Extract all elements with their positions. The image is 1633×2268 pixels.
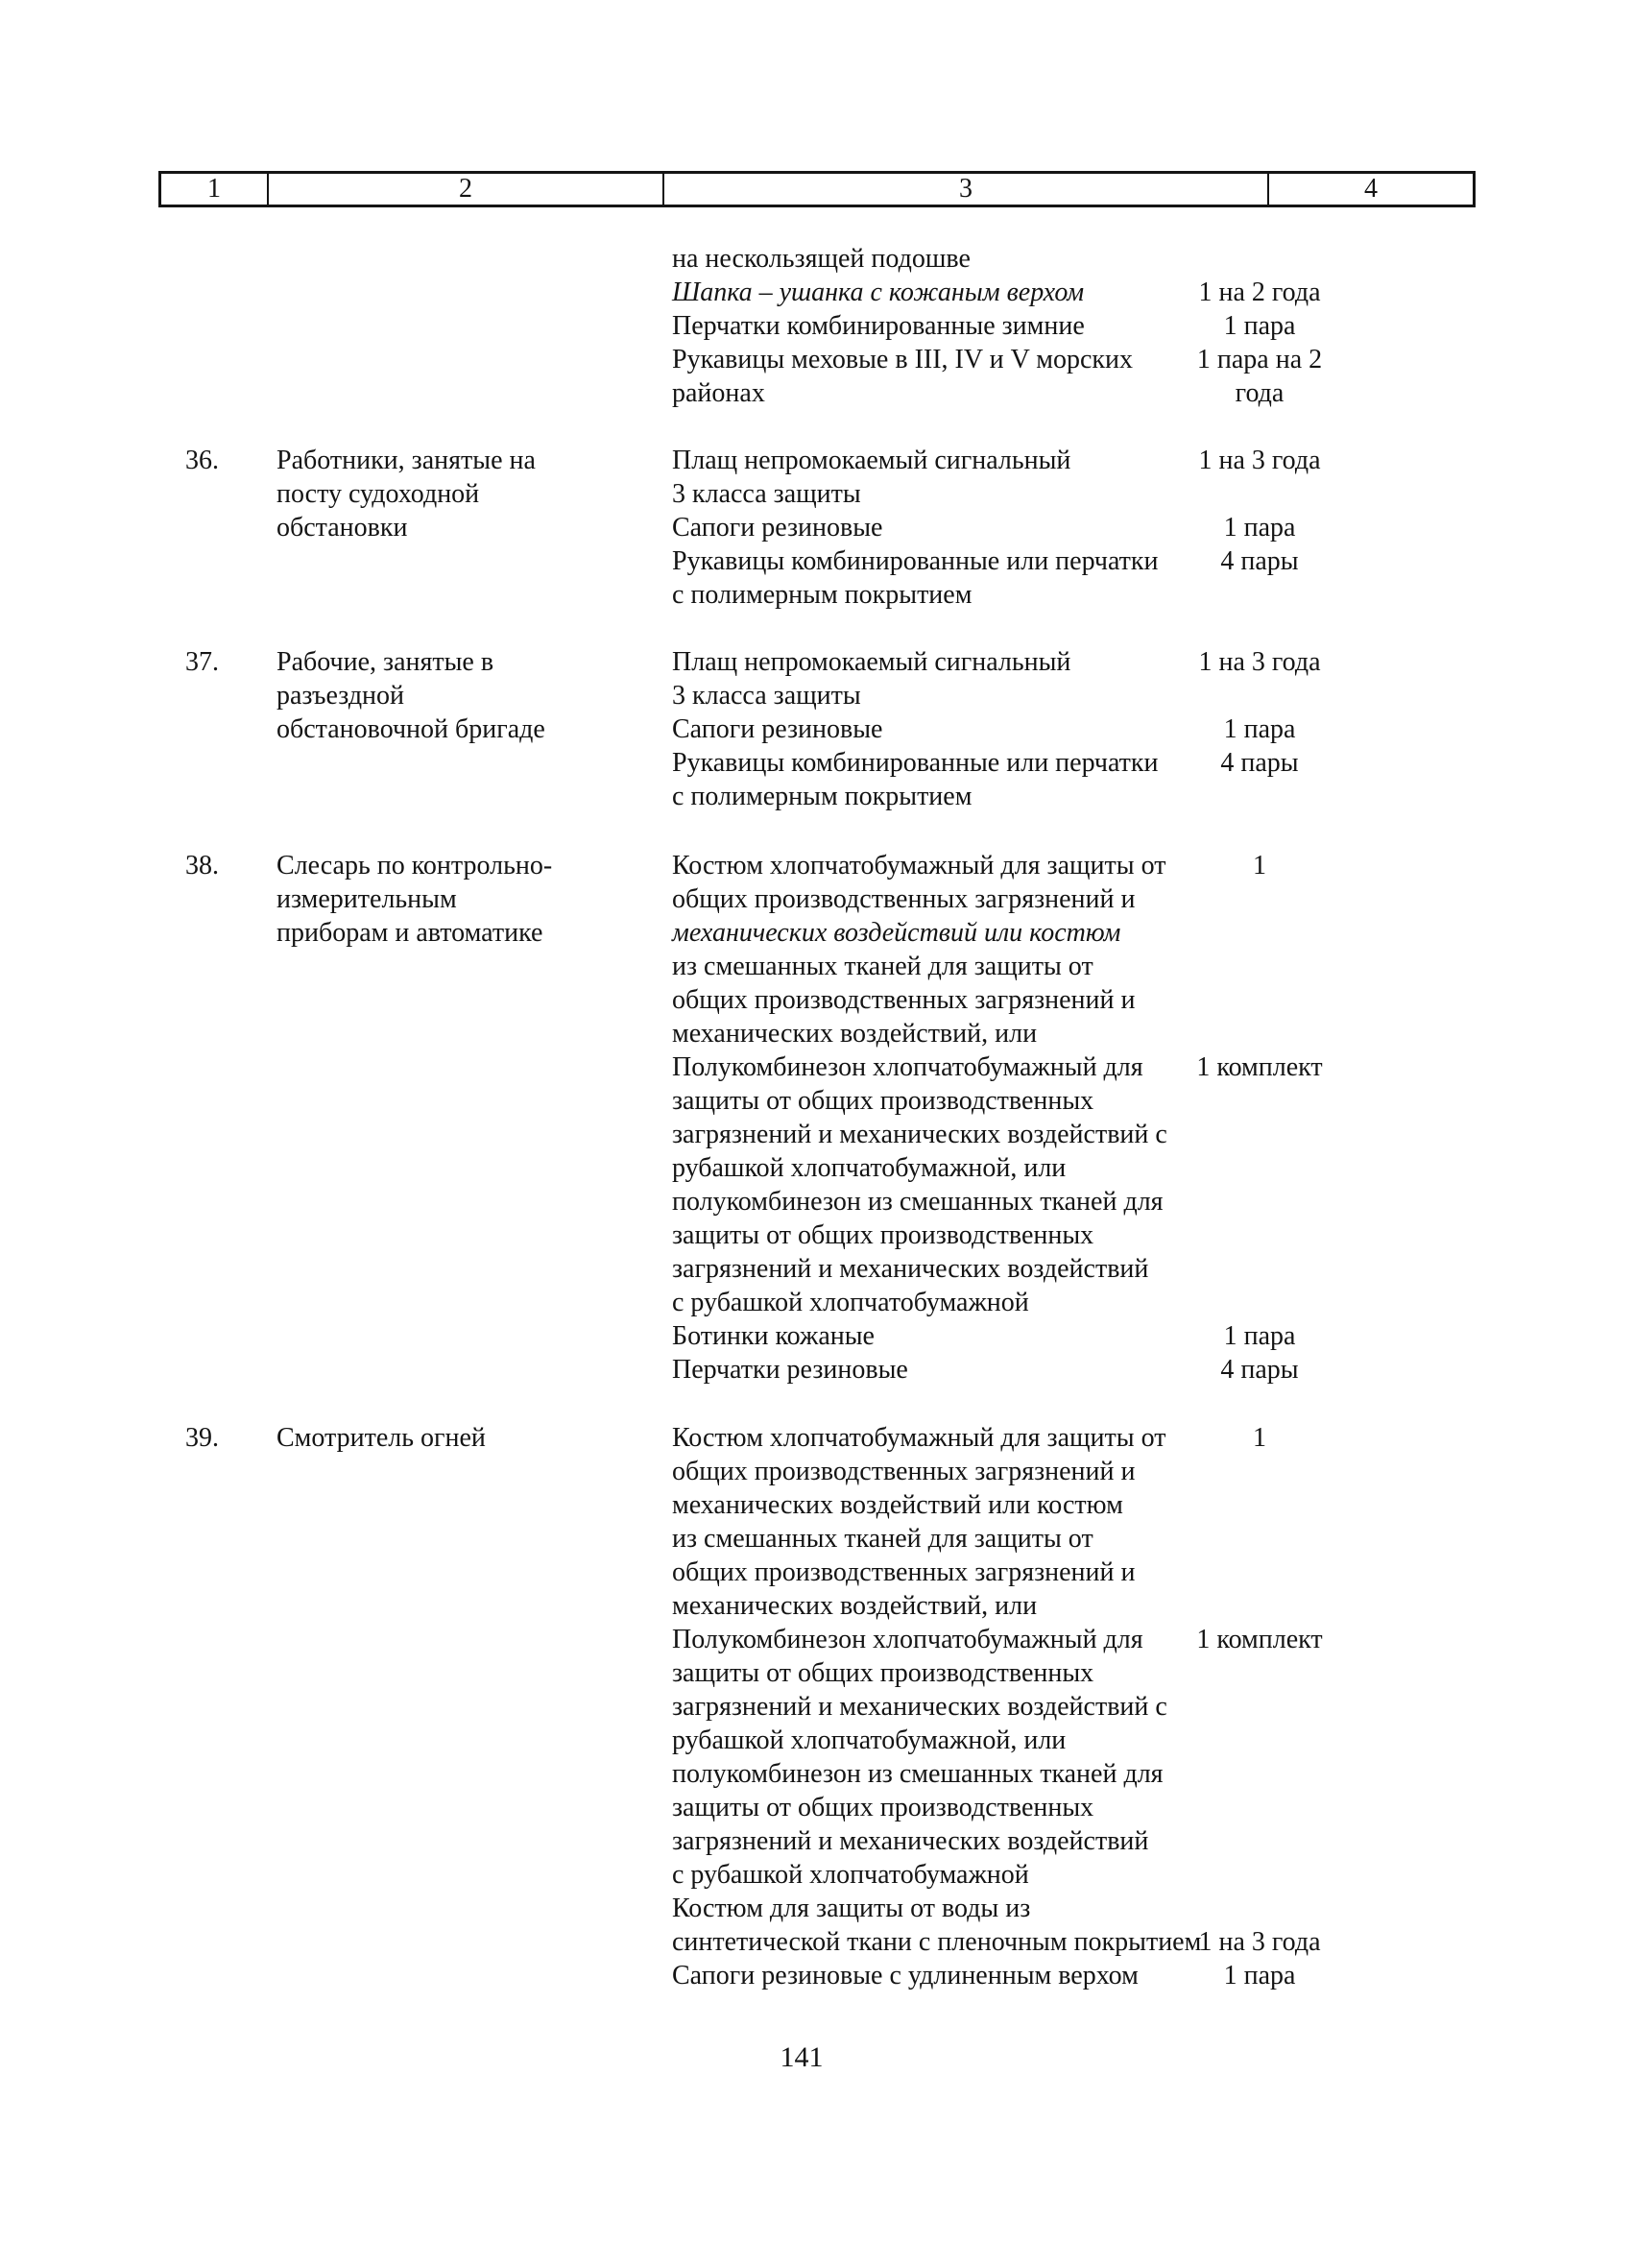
item-qty: 4 пары [1220,546,1299,576]
item-text: общих производственных загрязнений и [672,884,1136,914]
item-text: Полукомбинезон хлопчатобумажный для [672,1052,1143,1082]
item-qty: 1 пара [1223,513,1296,543]
profession [276,1421,593,1455]
item-line [672,1757,1306,1791]
item-text: Костюм для защиты от воды из [672,1894,1031,1923]
item-text: общих производственных загрязнений и [672,1557,1136,1587]
item-qty: 1 [1253,1423,1266,1453]
item-line [672,343,1323,376]
item-line [672,1522,1306,1556]
item-line [672,1353,1306,1387]
item-text: с полимерным покрытием [672,580,973,610]
item-text: с рубашкой хлопчатобумажной [672,1288,1029,1317]
item-text: Костюм хлопчатобумажный для защиты от [672,851,1166,881]
item-line [672,544,1306,578]
item-line [672,1218,1306,1252]
item-line [672,712,1306,746]
item-line [672,1623,1323,1656]
item-qty: 4 пары [1220,1355,1299,1385]
item-line [672,1791,1306,1824]
row-number: 37. [185,647,219,677]
profession-line: обстановки [276,513,408,543]
item-qty: 1 на 2 года [1198,277,1321,307]
item-qty: 1 на 3 года [1198,1927,1321,1957]
item-qty: 1 пара на 2 [1196,345,1323,374]
item-line [672,780,1306,813]
item-line [672,1017,1306,1050]
item-text: механических воздействий или костюм [672,1490,1123,1520]
profession-line: приборам и автоматике [276,918,543,948]
item-text: Ботинки кожаные [672,1321,875,1351]
item-line [672,444,1321,477]
item-line [672,309,1306,343]
item-qty: 1 пара [1223,311,1296,341]
item-line [672,1455,1306,1488]
item-line [672,1556,1306,1589]
profession-line: Работники, занятые на [276,446,536,475]
item-text: Костюм хлопчатобумажный для защиты от [672,1423,1166,1453]
item-text: Полукомбинезон хлопчатобумажный для [672,1625,1143,1654]
header-col-2: 2 [269,174,664,205]
item-line [672,1185,1306,1218]
item-text: защиты от общих производственных [672,1086,1094,1116]
item-text: общих производственных загрязнений и [672,985,1136,1015]
item-text: Рукавицы комбинированные или перчатки [672,748,1159,778]
item-qty: 1 пара [1223,714,1296,744]
item-text: синтетической ткани с пленочным покрытием [672,1927,1202,1957]
item-qty: 1 комплект [1196,1625,1323,1654]
profession-line: посту судоходной [276,479,480,509]
page-number-text: 141 [780,2041,824,2073]
item-text: Плащ непромокаемый сигнальный [672,647,1071,677]
item-text: загрязнений и механических воздействий с [672,1692,1167,1722]
item-qty: 1 пара [1223,1961,1296,1991]
header-col-4: 4 [1364,174,1378,204]
item-text: Рукавицы комбинированные или перчатки [672,546,1159,576]
item-qty: 1 пара [1223,1321,1296,1351]
item-line [672,1319,1306,1353]
item-line [672,376,1306,410]
profession-line: Слесарь по контрольно- [276,851,553,881]
item-line [672,578,1306,612]
item-text: Шапка – ушанка с кожаным верхом [672,277,1085,307]
item-text: Рукавицы меховые в III, IV и V морских [672,345,1134,374]
item-line [672,1151,1306,1185]
item-text: загрязнений и механических воздействий с [672,1120,1167,1149]
items-list [672,645,1321,813]
item-text: механических воздействий, или [672,1019,1038,1049]
item-text: механических воздействий или костюм [672,918,1121,948]
row-number: 38. [185,851,219,881]
item-text: Перчатки резиновые [672,1355,908,1385]
item-text: общих производственных загрязнений и [672,1457,1136,1486]
item-text: защиты от общих производственных [672,1658,1094,1688]
profession-line: разъездной [276,681,405,711]
item-line [672,1892,1306,1925]
item-qty: 1 на 3 года [1198,647,1321,677]
item-text: рубашкой хлопчатобумажной, или [672,1153,1067,1183]
item-line [672,1252,1306,1286]
item-line [672,1959,1306,1992]
item-qty: 1 на 3 года [1198,446,1321,475]
item-text: Сапоги резиновые с удлиненным верхом [672,1961,1139,1991]
items-list [672,849,1323,1387]
item-line [672,1050,1323,1084]
item-line [672,477,1306,511]
item-text: защиты от общих производственных [672,1220,1094,1250]
item-line [672,849,1306,882]
item-line [672,1589,1306,1623]
item-text: 3 класса защиты [672,681,861,711]
item-qty: года [1235,378,1285,408]
item-line [672,276,1321,309]
item-text: полукомбинезон из смешанных тканей для [672,1187,1164,1217]
profession-line: Смотритель огней [276,1423,486,1453]
item-text: загрязнений и механических воздействий [672,1254,1149,1284]
items-list [672,444,1321,612]
profession [276,849,593,950]
item-line [672,746,1306,780]
header-col-1: 1 [161,174,269,205]
item-text: из смешанных тканей для защиты от [672,1524,1093,1554]
item-qty: 1 [1253,851,1266,881]
item-line [672,511,1306,544]
item-line [672,1118,1306,1151]
item-text: 3 класса защиты [672,479,861,509]
item-line [672,1925,1321,1959]
items-list [672,1421,1323,1992]
item-line [672,1488,1306,1522]
item-line [672,1084,1306,1118]
profession-line: измерительным [276,884,457,914]
header-col-3: 3 [664,174,1269,205]
item-line [672,983,1306,1017]
item-line [672,1858,1306,1892]
item-text: с полимерным покрытием [672,782,973,811]
profession [276,645,593,746]
item-qty: 4 пары [1220,748,1299,778]
item-text: на нескользящей подошве [672,244,971,274]
item-qty: 1 комплект [1196,1052,1323,1082]
item-line [672,916,1306,950]
item-text: механических воздействий, или [672,1591,1038,1621]
items-list [672,242,1323,410]
item-text: Плащ непромокаемый сигнальный [672,446,1071,475]
row-number: 39. [185,1423,219,1453]
item-text: полукомбинезон из смешанных тканей для [672,1759,1164,1789]
item-line [672,1656,1306,1690]
item-line [672,1690,1306,1724]
item-line [672,1724,1306,1757]
item-text: районах [672,378,765,408]
item-line [672,950,1306,983]
profession-line: обстановочной бригаде [276,714,545,744]
item-text: загрязнений и механических воздействий [672,1826,1149,1856]
item-text: Перчатки комбинированные зимние [672,311,1085,341]
item-line [672,1824,1306,1858]
item-text: Сапоги резиновые [672,513,883,543]
profession-line: Рабочие, занятые в [276,647,494,677]
profession [276,444,593,544]
item-text: с рубашкой хлопчатобумажной [672,1860,1029,1890]
item-line [672,645,1321,679]
item-line [672,679,1306,712]
item-text: рубашкой хлопчатобумажной, или [672,1725,1067,1755]
row-number: 36. [185,446,219,475]
item-text: Сапоги резиновые [672,714,883,744]
item-text: из смешанных тканей для защиты от [672,952,1093,981]
item-text: защиты от общих производственных [672,1793,1094,1822]
item-line [672,1286,1306,1319]
item-line [672,1421,1306,1455]
item-line [672,242,1306,276]
item-line [672,882,1306,916]
